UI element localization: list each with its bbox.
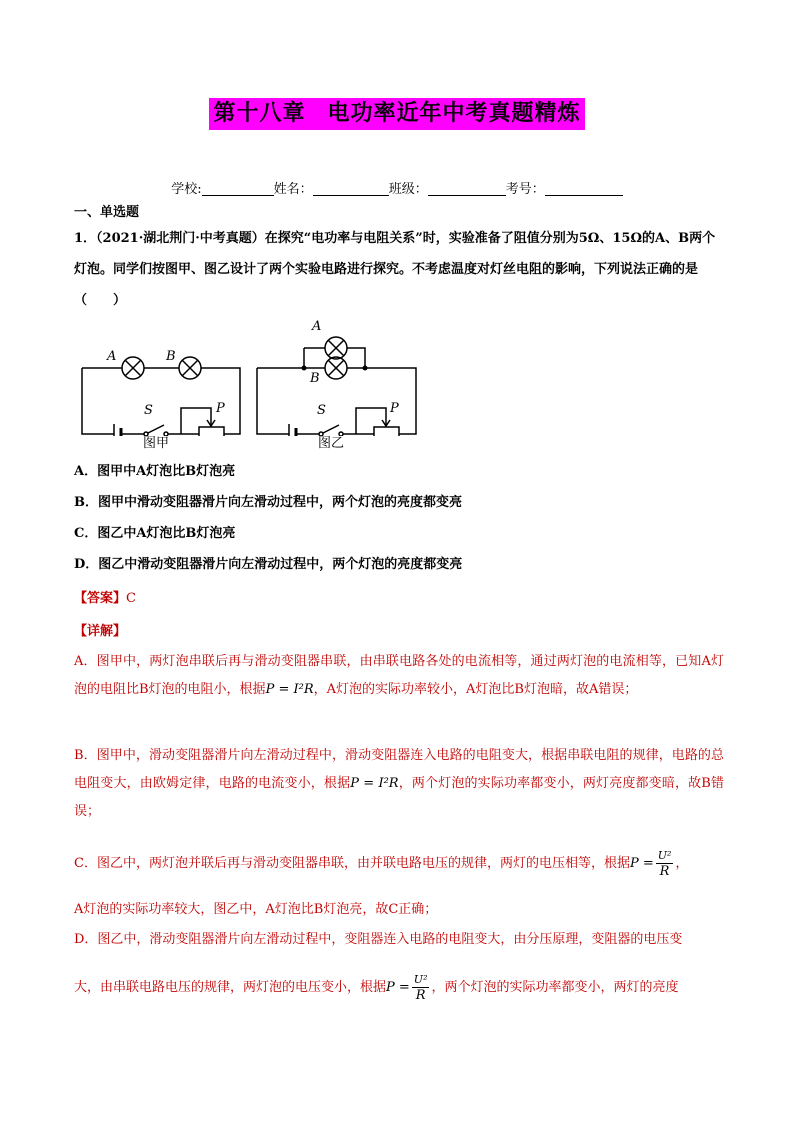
formula-c-left: P = — [629, 856, 654, 871]
option-c[interactable]: C．图乙中A灯泡比B灯泡亮 — [74, 526, 236, 541]
question-text: 在探究“电功率与电阻关系”时，实验准备了阻值分别为5Ω、15Ω的A、B两个灯泡。同学们按图甲、图乙设计了两个实验电路进行探究。不考虑温度对灯丝电阻的影响，下列说法正确的是（ ） — [74, 231, 716, 308]
explanation-a-pre: A．图甲中，两灯泡串联后再与滑动变阻器串联，由串联电路各处的电流相等，通过两灯泡的电流相等，已知A灯泡的电阻比B灯泡的电阻小，根据 — [74, 654, 724, 697]
options-list — [74, 456, 724, 580]
caption-yi: 图乙 — [318, 436, 345, 451]
slider-label-left: P — [216, 401, 225, 416]
exam-field[interactable] — [545, 181, 623, 196]
explanation-d-line1: D．图乙中，滑动变阻器滑片向左滑动过程中，变阻器连入电路的电阻变大，由分压原理，变阻器的电压变 — [74, 932, 683, 947]
formula-d-numerator: U² — [413, 973, 428, 986]
explanation-d-pre: 大，由串联电路电压的规律，两灯泡的电压变小，根据 — [74, 980, 387, 995]
circuit-figure — [74, 316, 420, 436]
formula-d-denominator: R — [415, 988, 426, 1003]
option-b[interactable]: B．图甲中滑动变阻器滑片向左滑动过程中，两个灯泡的亮度都变亮 — [74, 495, 462, 510]
slider-label-right: P — [390, 401, 399, 416]
answer-tag: 【答案】 — [74, 591, 127, 606]
formula-c-fraction — [656, 848, 674, 879]
explanation-b-pre: B．图甲中，滑动变阻器滑片向左滑动过程中，滑动变阻器连入电路的电阻变大，根据串联电阻的规律，电路的总电阻变大，由欧姆定律，电路的电流变小，根据 — [74, 748, 724, 791]
detail-heading — [74, 620, 126, 639]
formula-b: P = I²R — [350, 776, 399, 791]
formula-a: P = I²R — [265, 682, 314, 697]
page-title — [209, 98, 584, 130]
explanation-a — [74, 648, 724, 704]
class-field[interactable] — [428, 181, 506, 196]
explanation-c-line2: A灯泡的实际功率较大，图乙中，A灯泡比B灯泡亮，故C正确； — [74, 902, 438, 917]
lamp-b-label-left: B — [166, 349, 176, 364]
school-field[interactable] — [202, 181, 274, 196]
class-label: 班级： — [388, 182, 428, 197]
formula-c-numerator: U² — [657, 849, 672, 862]
title-wrap — [0, 98, 794, 130]
title-topic: 电功率近年中考真题精炼 — [327, 101, 581, 126]
question-number: 1． — [74, 231, 97, 246]
option-a[interactable]: A．图甲中A灯泡比B灯泡亮 — [74, 464, 236, 479]
name-field[interactable] — [313, 181, 389, 196]
section-heading: 一、单选题 — [74, 205, 140, 220]
explanation-c-post: ， — [675, 856, 689, 871]
explanation-a-post: ，A灯泡的实际功率较小，A灯泡比B灯泡暗，故A错误； — [313, 682, 638, 697]
explanation-d-line2 — [74, 972, 724, 1003]
student-info-line — [0, 178, 794, 197]
question-source: （2021·湖北荆门·中考真题） — [96, 231, 265, 246]
exam-label: 考号： — [505, 182, 545, 197]
lamp-a-label-left: A — [107, 349, 117, 364]
explanation-c — [74, 848, 724, 879]
formula-d-fraction — [412, 972, 430, 1003]
explanation-d-post: ，两个灯泡的实际功率都变小，两灯的亮度 — [431, 980, 679, 995]
question-1 — [74, 223, 724, 316]
name-label: 姓名： — [273, 182, 313, 197]
answer-value: C — [126, 591, 136, 606]
formula-d-left: P = — [386, 980, 410, 995]
explanation-c-pre: C．图乙中，两灯泡并联后再与滑动变阻器串联，由并联电路电压的规律，两灯的电压相等，根据 — [74, 856, 630, 871]
switch-label-left: S — [144, 403, 153, 418]
detail-tag: 【详解】 — [74, 624, 127, 639]
formula-c-denominator: R — [659, 864, 670, 879]
explanation-b-post: ，两个灯泡的实际功率都变小，两灯亮度都变暗，故B错误； — [74, 776, 724, 819]
answer-line — [74, 587, 136, 606]
option-d[interactable]: D．图乙中滑动变阻器滑片向左滑动过程中，两个灯泡的亮度都变亮 — [74, 557, 463, 572]
lamp-b-label-right: B — [310, 371, 320, 386]
caption-jia: 图甲 — [143, 436, 170, 451]
school-label: 学校: — [171, 182, 202, 197]
explanation-b — [74, 742, 724, 826]
lamp-a-label-right: A — [312, 319, 322, 334]
switch-label-right: S — [317, 403, 326, 418]
title-chapter: 第十八章 — [213, 101, 306, 126]
